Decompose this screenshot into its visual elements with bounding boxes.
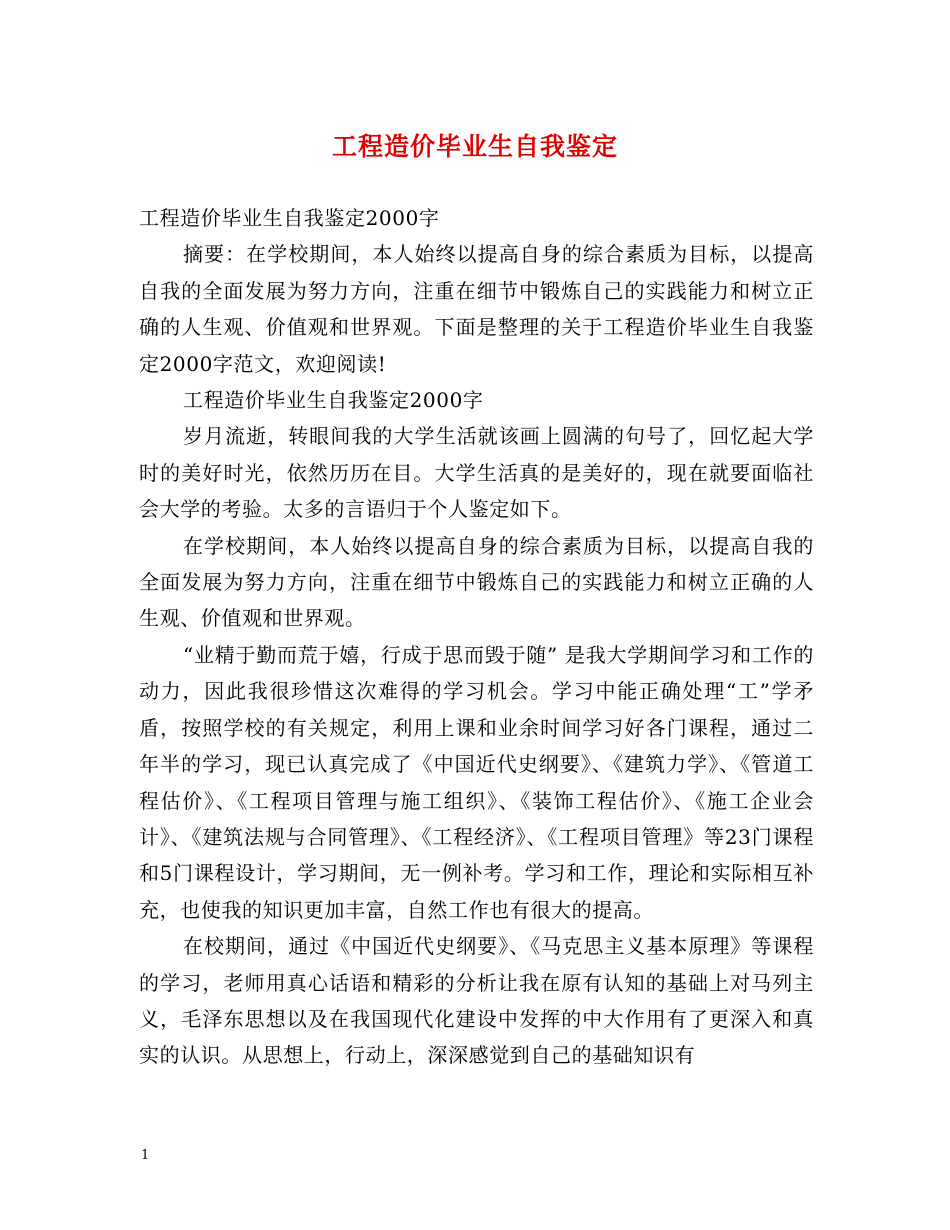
body-paragraph-3: “业精于勤而荒于嬉，行成于思而毁于随” 是我大学期间学习和工作的动力，因此我很珍惜这次难得的学习机会。学习中能正确处理“工”学矛盾，按照学校的有关规定，利用上课和业余时间学习好各门课程，通过二年半的学习，现已认真完成了《中国近代史纲要》、《建筑力学》、《管道工程估价》、《工程项目管理与施工组织》、《装饰工程估价》、《施工企业会计》、《建筑法规与合同管理》、《工程经济》、《工程项目管理》等23门课程和5门课程设计，学习期间，无一例补考。学习和工作，理论和实际相互补充，也使我的知识更加丰富，自然工作也有很大的提高。 — [139, 642, 814, 922]
section-heading-paragraph: 工程造价毕业生自我鉴定2000字 — [183, 388, 484, 413]
document-body — [139, 200, 814, 1074]
body-paragraph-4: 在校期间，通过《中国近代史纲要》、《马克思主义基本原理》等课程的学习，老师用真心话语和精彩的分析让我在原有认知的基础上对马列主义，毛泽东思想以及在我国现代化建设中发挥的中大作用有了更深入和真实的认识。从思想上，行动上，深深感觉到自己的基础知识有 — [139, 934, 814, 1068]
abstract-paragraph: 摘要：在学校期间，本人始终以提高自身的综合素质为目标，以提高自我的全面发展为努力方向，注重在细节中锻炼自己的实践能力和树立正确的人生观、价值观和世界观。下面是整理的关于工程造价毕业生自我鉴定2000字范文，欢迎阅读! — [139, 242, 814, 376]
subtitle-paragraph: 工程造价毕业生自我鉴定2000字 — [139, 206, 440, 230]
body-paragraph-1: 岁月流逝，转眼间我的大学生活就该画上圆满的句号了，回忆起大学时的美好时光，依然历历在目。大学生活真的是美好的，现在就要面临社会大学的考验。太多的言语归于个人鉴定如下。 — [139, 424, 814, 522]
page-number: 1 — [141, 1148, 150, 1163]
body-paragraph-2: 在学校期间，本人始终以提高自身的综合素质为目标，以提高自我的全面发展为努力方向，注重在细节中锻炼自己的实践能力和树立正确的人生观、价值观和世界观。 — [139, 533, 814, 631]
document-title: 工程造价毕业生自我鉴定 — [331, 132, 618, 161]
